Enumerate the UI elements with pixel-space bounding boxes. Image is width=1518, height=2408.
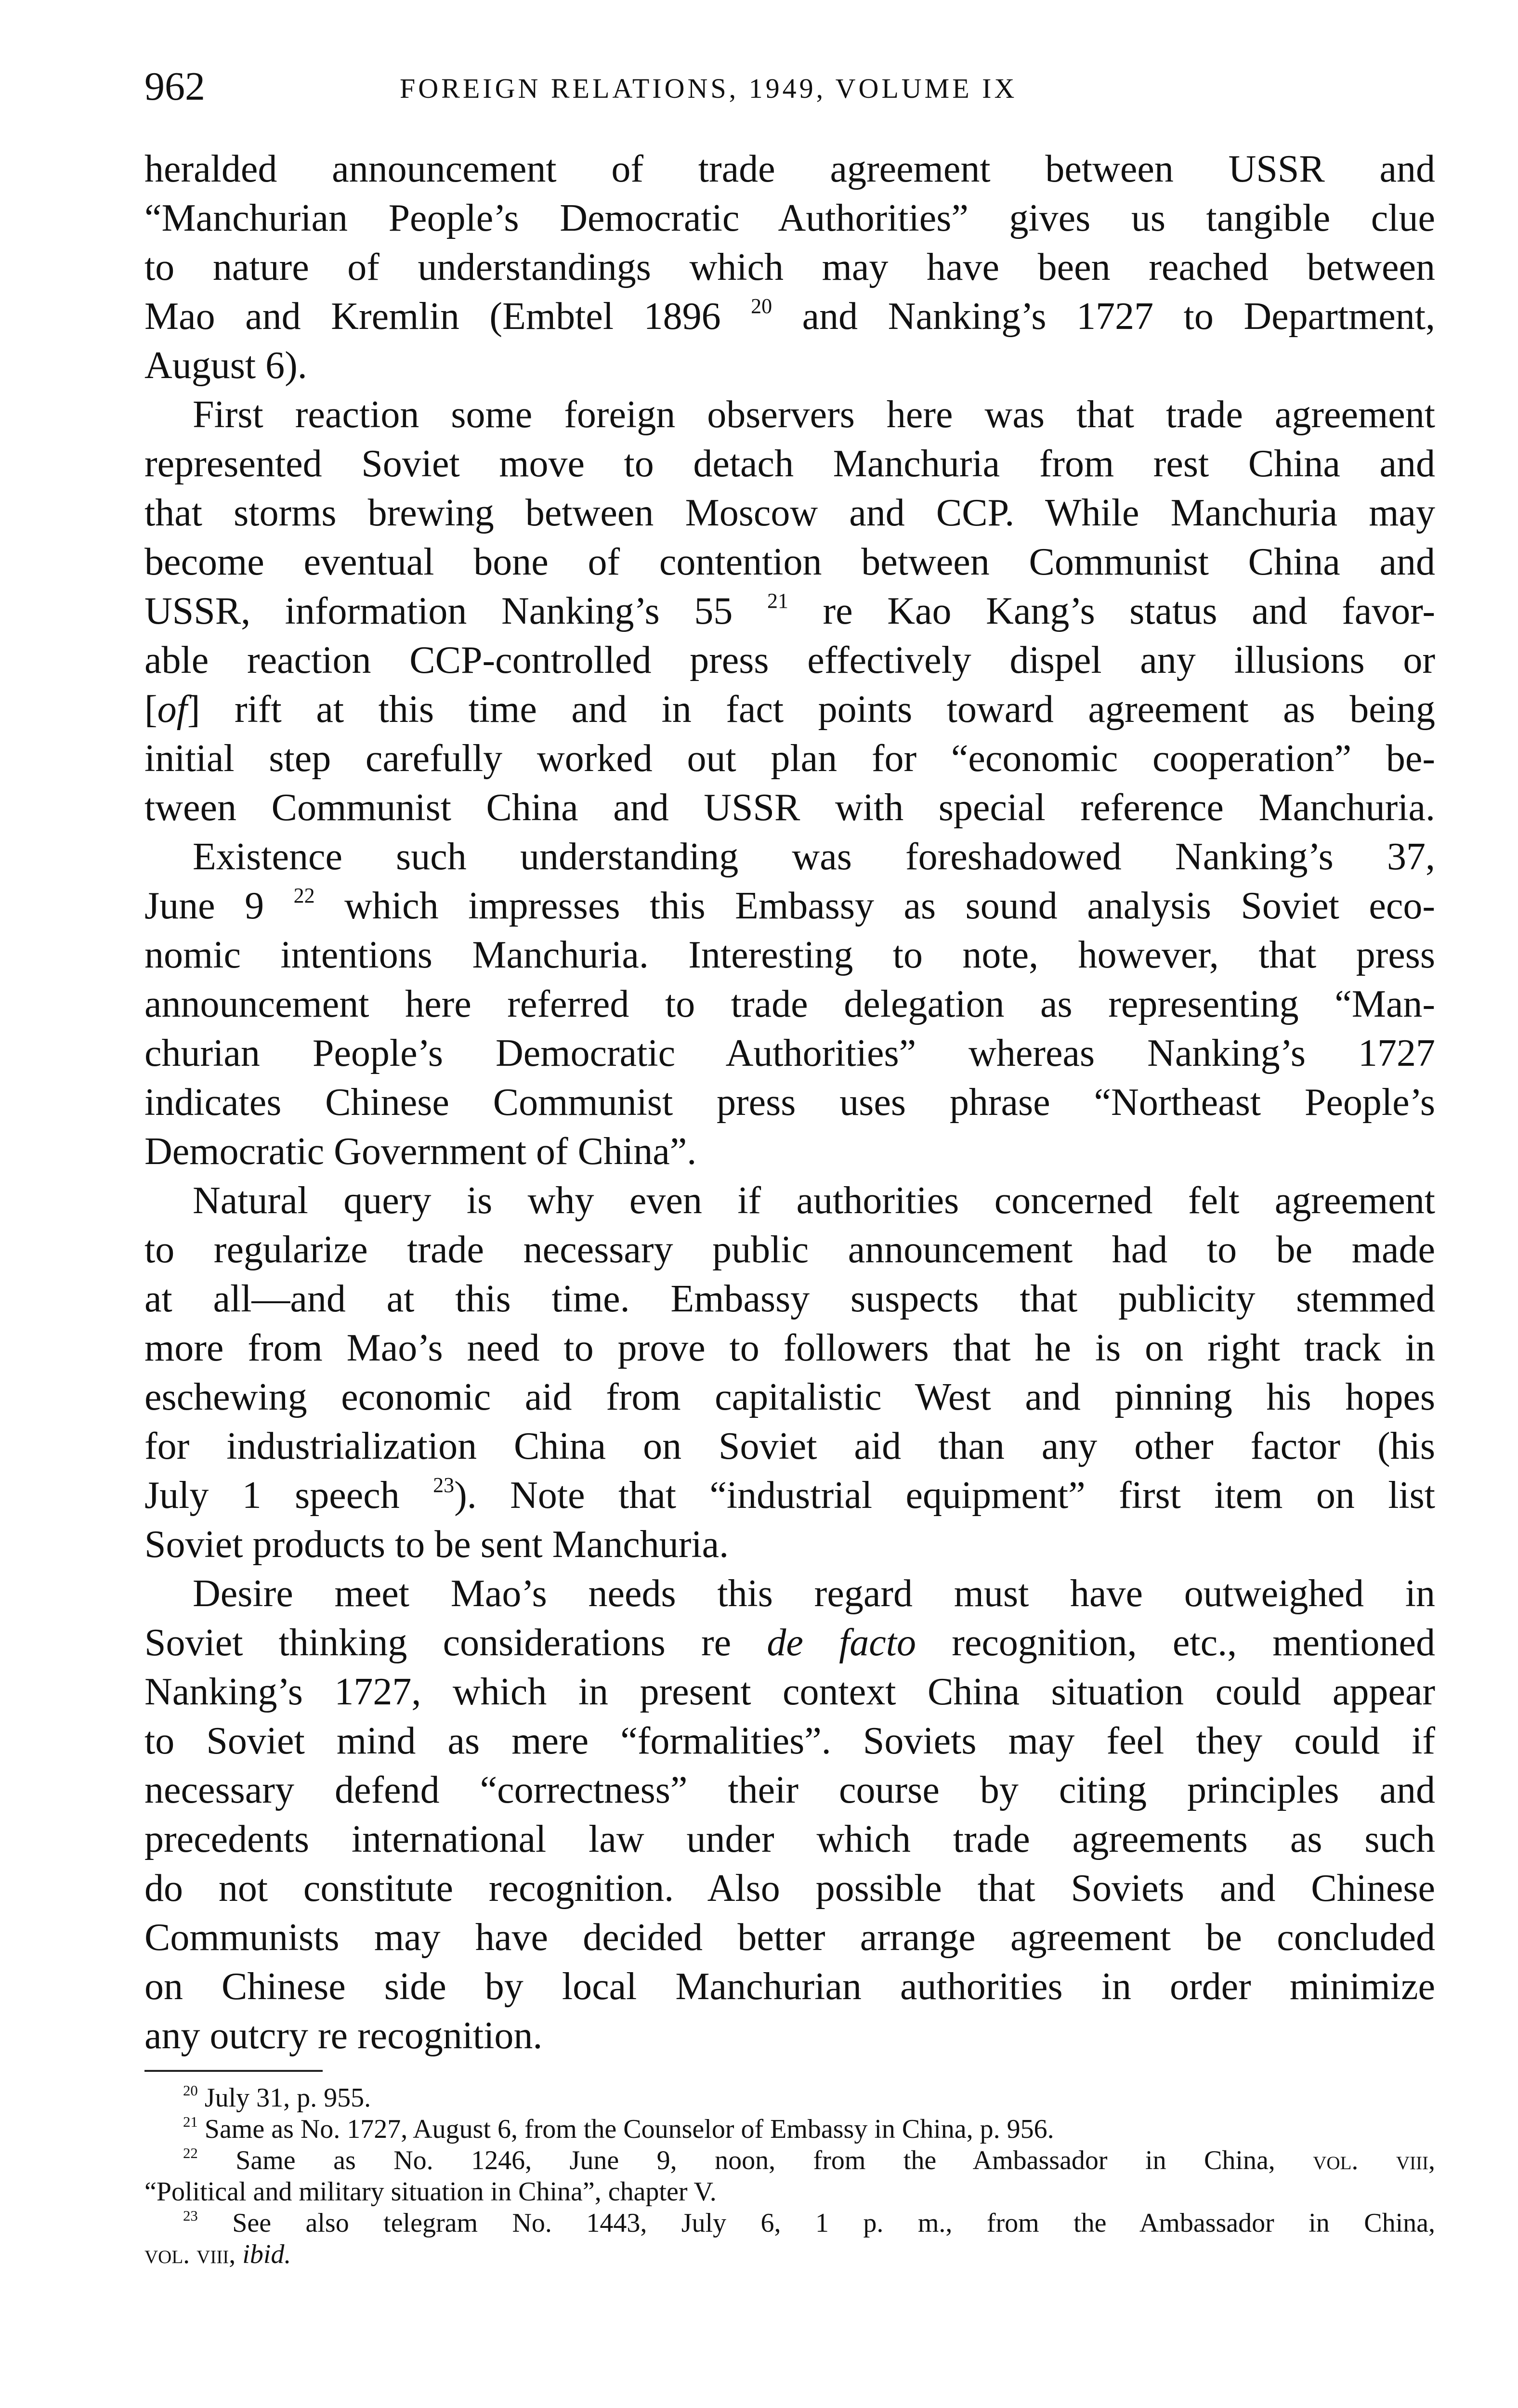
text-line <box>144 1323 1435 1373</box>
text-line <box>144 930 1435 980</box>
text-line <box>144 1815 1435 1864</box>
text-line <box>144 488 1435 537</box>
text-run: Mao and Kremlin (Embtel 1896 <box>144 295 751 338</box>
text-run: and Nanking’s 1727 to Department, <box>772 295 1435 338</box>
footnote-reference: 23 <box>183 2207 198 2224</box>
text-run: Democratic Government of China”. <box>144 1130 697 1173</box>
paragraph <box>144 1176 1435 1569</box>
text-run: July 1 speech <box>144 1474 433 1517</box>
footnote-reference: 20 <box>751 294 772 318</box>
text-line <box>144 1274 1435 1323</box>
text-line <box>144 1667 1435 1716</box>
text-run: indicates Chinese Communist press uses phrase “Northeast People’s <box>144 1081 1435 1124</box>
footnote-separator <box>144 2070 323 2072</box>
text-run: which impresses this Embassy as sound analysis Soviet eco- <box>314 885 1436 927</box>
text-run: necessary defend “correctness” their course by citing principles and <box>144 1769 1435 1811</box>
italic-text: ibid. <box>242 2239 291 2269</box>
text-line <box>144 636 1435 685</box>
text-run: more from Mao’s need to prove to followers that he is on right track in <box>144 1327 1435 1369</box>
footnote-reference: 22 <box>293 884 315 907</box>
text-run: precedents international law under which trade agreements as such <box>144 1818 1435 1860</box>
text-run: that storms brewing between Moscow and CCP. While Manchuria may <box>144 492 1435 534</box>
text-line <box>144 2176 1435 2208</box>
footnote <box>144 2208 1435 2270</box>
text-run: ). Note that “industrial equipment” first item on list <box>454 1474 1436 1517</box>
footnote <box>144 2114 1435 2145</box>
text-run: “Manchurian People’s Democratic Authorities” gives us tangible clue <box>144 197 1435 239</box>
text-run: re Kao Kang’s status and favor- <box>788 590 1435 632</box>
text-run: July 31, p. 955. <box>197 2083 371 2113</box>
running-header <box>144 63 1435 144</box>
footnote-reference: 23 <box>433 1473 455 1497</box>
text-line <box>144 390 1435 439</box>
text-line <box>144 1864 1435 1913</box>
text-line <box>144 1029 1435 1078</box>
text-run: recognition, etc., mentioned <box>916 1622 1436 1664</box>
paragraph <box>144 1569 1435 2060</box>
text-run: do not constitute recognition. Also possible that Soviets and Chinese <box>144 1867 1435 1910</box>
text-run: Communists may have decided better arrange agreement be concluded <box>144 1916 1435 1959</box>
text-line <box>144 1618 1435 1667</box>
italic-text: of <box>157 688 187 731</box>
text-run: ] rift at this time and in fact points toward agreement as being <box>187 688 1435 731</box>
small-caps-text: vol. viii <box>144 2239 229 2269</box>
text-run: become eventual bone of contention between Communist China and <box>144 541 1435 583</box>
text-line <box>144 439 1435 488</box>
small-caps-text: vol. viii <box>1313 2146 1428 2175</box>
text-line <box>144 1471 1435 1520</box>
text-run: First reaction some foreign observers here was that trade agreement <box>193 393 1435 436</box>
text-run: tween Communist China and USSR with special reference Manchuria. <box>144 786 1435 829</box>
text-run: to nature of understandings which may have been reached between <box>144 246 1435 288</box>
text-run: eschewing economic aid from capitalistic West and pinning his hopes <box>144 1376 1435 1418</box>
text-line <box>144 243 1435 292</box>
text-line <box>144 2239 1435 2270</box>
text-run: , <box>229 2239 243 2269</box>
text-run: to regularize trade necessary public announcement had to be made <box>144 1229 1435 1271</box>
footnotes <box>144 2082 1435 2270</box>
text-run: August 6). <box>144 344 307 387</box>
text-line <box>144 1520 1435 1569</box>
text-run: USSR, information Nanking’s 55 <box>144 590 767 632</box>
text-run: [ <box>144 688 157 731</box>
text-run: Nanking’s 1727, which in present context China situation could appear <box>144 1671 1435 1713</box>
text-line <box>144 1176 1435 1225</box>
page-number: 962 <box>144 64 205 109</box>
footnote-reference: 22 <box>183 2145 198 2161</box>
text-run: Desire meet Mao’s needs this regard must have outweighed in <box>193 1572 1435 1615</box>
text-line <box>144 1962 1435 2011</box>
text-line <box>144 587 1435 636</box>
text-line <box>144 832 1435 881</box>
text-line <box>144 1373 1435 1422</box>
text-line <box>144 1569 1435 1618</box>
text-line <box>144 194 1435 243</box>
text-run: heralded announcement of trade agreement between USSR and <box>144 148 1435 190</box>
text-line <box>144 1078 1435 1127</box>
italic-text: de facto <box>767 1622 916 1664</box>
text-line <box>144 2082 1435 2114</box>
text-run: nomic intentions Manchuria. Interesting to note, however, that press <box>144 934 1435 976</box>
paragraph <box>144 144 1435 390</box>
text-line <box>144 1422 1435 1471</box>
text-run: announcement here referred to trade delegation as representing “Man- <box>144 983 1435 1025</box>
text-run: June 9 <box>144 885 294 927</box>
text-run: See also telegram No. 1443, July 6, 1 p. m., from the Ambassador in China, <box>197 2208 1435 2238</box>
text-run: initial step carefully worked out plan for “economic cooperation” be- <box>144 737 1435 780</box>
footnote-reference: 20 <box>183 2082 198 2099</box>
text-run: Same as No. 1246, June 9, noon, from the Ambassador in China, <box>197 2146 1313 2175</box>
text-run: Same as No. 1727, August 6, from the Counselor of Embassy in China, p. 956. <box>197 2114 1054 2144</box>
text-line <box>144 783 1435 832</box>
footnote-reference: 21 <box>767 589 788 613</box>
text-line <box>144 292 1435 341</box>
text-line <box>144 1716 1435 1766</box>
text-run: Soviet thinking considerations re <box>144 1622 767 1664</box>
paragraph <box>144 832 1435 1176</box>
text-line <box>144 734 1435 783</box>
running-title: FOREIGN RELATIONS, 1949, VOLUME IX <box>400 73 1018 104</box>
text-line <box>144 1766 1435 1815</box>
paragraph <box>144 390 1435 832</box>
text-run: Natural query is why even if authorities concerned felt agreement <box>193 1179 1435 1222</box>
text-run: at all—and at this time. Embassy suspects that publicity stemmed <box>144 1278 1435 1320</box>
body-text <box>144 144 1435 2060</box>
text-line <box>144 144 1435 194</box>
text-line <box>144 537 1435 587</box>
text-line <box>144 2011 1435 2060</box>
footnote-reference: 21 <box>183 2113 198 2130</box>
footnote <box>144 2145 1435 2208</box>
text-run: , <box>1428 2146 1435 2175</box>
text-line <box>144 2208 1435 2239</box>
text-run: represented Soviet move to detach Manchuria from rest China and <box>144 443 1435 485</box>
text-line <box>144 881 1435 930</box>
text-line <box>144 685 1435 734</box>
text-run: on Chinese side by local Manchurian authorities in order minimize <box>144 1965 1435 2008</box>
text-line <box>144 1127 1435 1176</box>
text-run: to Soviet mind as mere “formalities”. Soviets may feel they could if <box>144 1720 1435 1762</box>
text-run: Existence such understanding was foreshadowed Nanking’s 37, <box>193 836 1435 878</box>
text-line <box>144 1225 1435 1274</box>
text-line <box>144 341 1435 390</box>
text-line <box>144 2114 1435 2145</box>
footnote <box>144 2082 1435 2114</box>
text-run: “Political and military situation in China”, chapter V. <box>144 2177 717 2207</box>
text-line <box>144 980 1435 1029</box>
text-line <box>144 2145 1435 2176</box>
text-run: any outcry re recognition. <box>144 2015 543 2057</box>
text-run: for industrialization China on Soviet aid than any other factor (his <box>144 1425 1435 1467</box>
text-run: able reaction CCP-controlled press effectively dispel any illusions or <box>144 639 1435 681</box>
text-run: churian People’s Democratic Authorities” whereas Nanking’s 1727 <box>144 1032 1435 1074</box>
text-line <box>144 1913 1435 1962</box>
text-run: Soviet products to be sent Manchuria. <box>144 1523 729 1566</box>
